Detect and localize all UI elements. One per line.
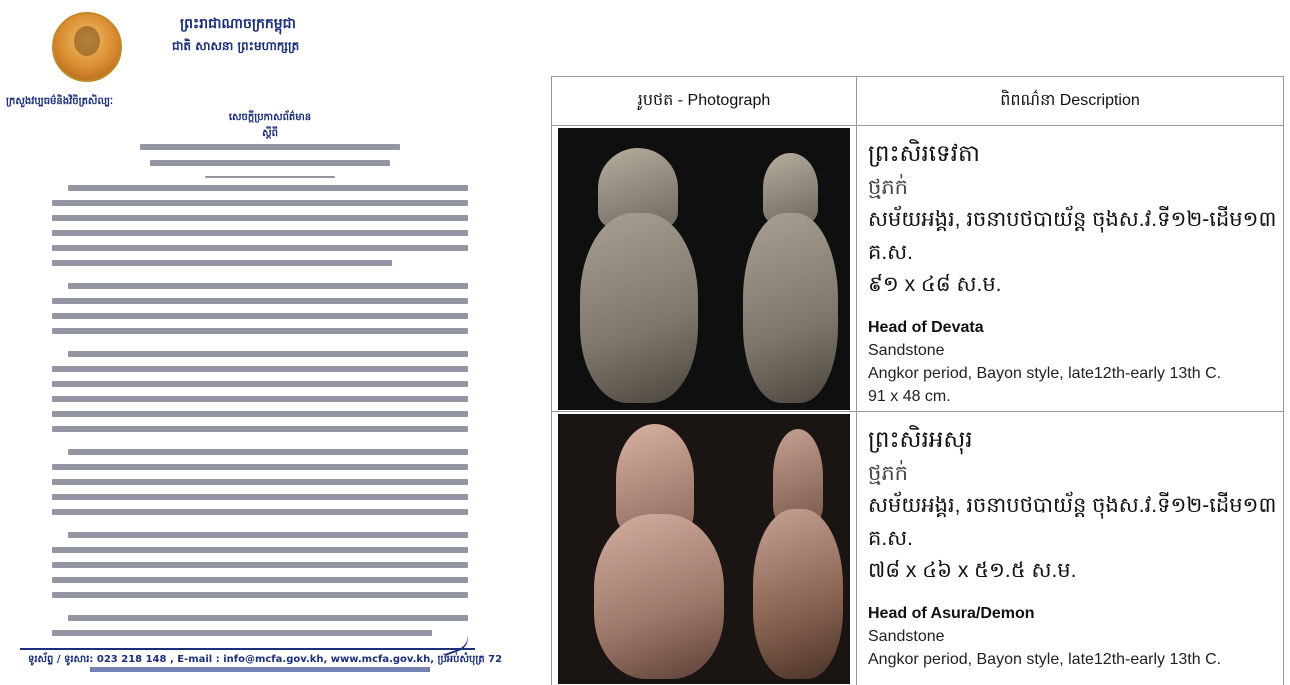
artifact-name-kh: ព្រះសិរអសុរ — [868, 426, 973, 452]
artifact-material-kh: ថ្មភក់ — [868, 175, 908, 199]
footer-address — [90, 667, 430, 672]
asura-head-photo — [558, 414, 850, 684]
artifact-period-kh: សម័យអង្គរ, រចនាបថបាយ័ន្ត ចុងស.វ.ទី១២-ដើម១៣ គ.ស. — [868, 208, 1277, 264]
artifact-table — [551, 76, 1284, 685]
artifact-material-kh: ថ្មភក់ — [868, 461, 908, 485]
artifact-name-kh: ព្រះសិរទេវតា — [868, 140, 980, 166]
table-row — [552, 126, 1283, 412]
artifact-size-en: 91 x 48 cm. — [868, 388, 951, 406]
kingdom-title: ព្រះរាជាណាចក្រកម្ពុជា — [180, 16, 297, 32]
national-motto: ជាតិ សាសនា ព្រះមហាក្សត្រ — [172, 39, 300, 53]
artifact-size-kh: ៧៨ x ៤៦ x ៥១.៥ ស.ម. — [868, 559, 1077, 583]
artifact-size-kh: ៩១ x ៤៨ ស.ម. — [868, 273, 1002, 297]
footer-divider — [20, 648, 475, 650]
column-header-description: ពិពណ៌នា Description — [857, 77, 1283, 126]
footer-contact: ទូរស័ព្ទ / ទូរសារ: 023 218 148 , E-mail : info@mcfa.gov.kh, www.mcfa.gov.kh, ប្រអប់សំបុត្រ 72 — [28, 654, 503, 665]
artifact-period-kh: សម័យអង្គរ, រចនាបថបាយ័ន្ត ចុងស.វ.ទី១២-ដើម១៣ គ.ស. — [868, 494, 1277, 550]
artifact-material-en: Sandstone — [868, 342, 945, 360]
artifact-period-en: Angkor period, Bayon style, late12th-early 13th C. — [868, 651, 1222, 669]
artifact-name-en: Head of Devata — [868, 318, 984, 336]
ministry-name: ក្រសួងវប្បធម៌និងវិចិត្រសិល្បៈ — [6, 96, 114, 107]
artifact-material-en: Sandstone — [868, 628, 945, 646]
column-header-photograph: រូបថត - Photograph — [552, 77, 857, 126]
release-heading: សេចក្តីប្រកាសព័ត៌មាន — [228, 112, 312, 123]
press-release-page — [0, 0, 520, 684]
release-subheading: ស្តីពី — [262, 128, 278, 139]
artifact-name-en: Head of Asura/Demon — [868, 604, 1035, 622]
table-row — [552, 412, 1283, 684]
artifact-period-en: Angkor period, Bayon style, late12th-early 13th C. — [868, 365, 1222, 383]
ministry-seal-icon — [52, 12, 122, 82]
devata-head-photo — [558, 128, 850, 410]
